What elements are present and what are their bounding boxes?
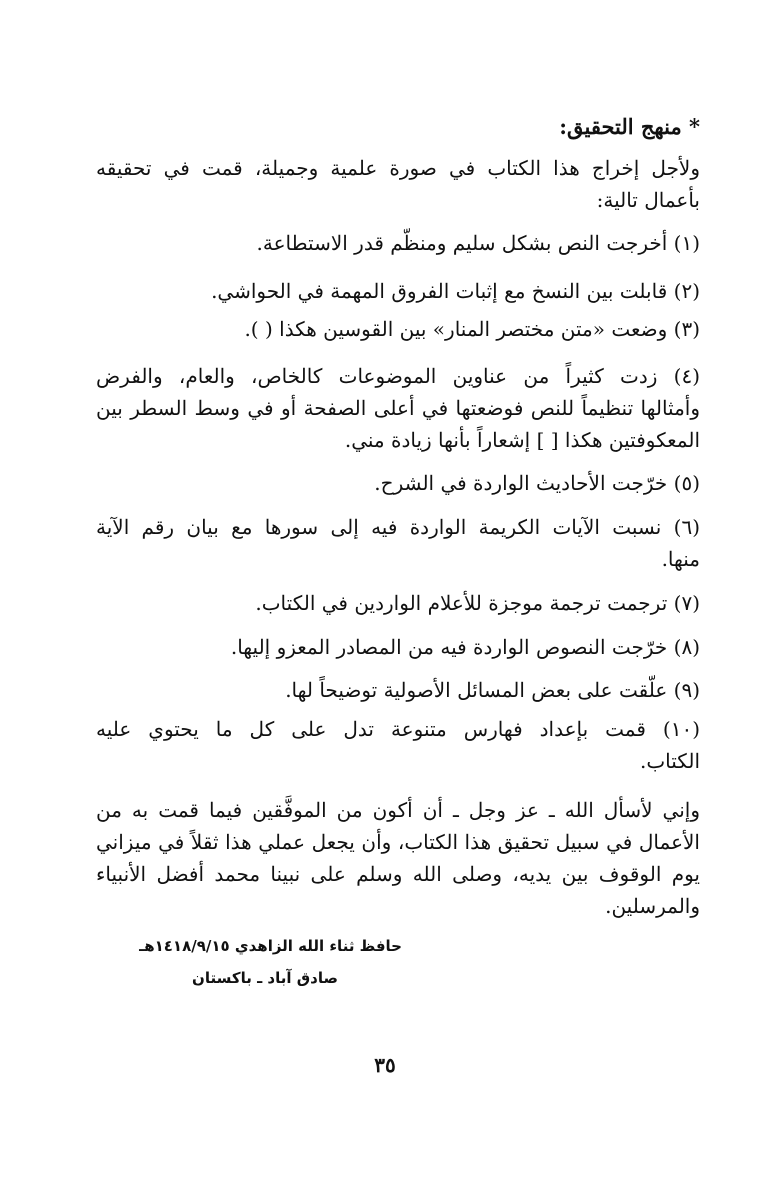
item-8: (٨) خرّجت النصوص الواردة فيه من المصادر المعزو إليها. [230, 635, 700, 659]
signature-place: صادق آباد ـ باكستان [192, 969, 338, 987]
item-6-line-2: منها. [661, 547, 700, 571]
intro-line-2: بأعمال تالية: [596, 188, 700, 212]
intro-line-1: ولأجل إخراج هذا الكتاب في صورة علمية وجميلة، قمت في تحقيقه [96, 156, 700, 180]
item-4-line-1: (٤) زدت كثيراً من عناوين الموضوعات كالخاص، والعام، والفرض [96, 364, 700, 388]
closing-line-3: يوم الوقوف بين يديه، وصلى الله وسلم على نبينا محمد أفضل الأنبياء [96, 862, 700, 886]
item-1: (١) أخرجت النص بشكل سليم ومنظّم قدر الاستطاعة. [256, 231, 700, 255]
closing-line-4: والمرسلين. [605, 894, 700, 918]
item-5: (٥) خرّجت الأحاديث الواردة في الشرح. [374, 471, 700, 495]
item-3: (٣) وضعت «متن مختصر المنار» بين القوسين هكذا ( ). [244, 317, 700, 341]
closing-line-2: الأعمال في سبيل تحقيق هذا الكتاب، وأن يجعل عملي هذا ثقلاً في ميزاني [96, 830, 700, 854]
item-10-line-2: الكتاب. [639, 749, 700, 773]
item-2: (٢) قابلت بين النسخ مع إثبات الفروق المهمة في الحواشي. [211, 279, 700, 303]
item-6-line-1: (٦) نسبت الآيات الكريمة الواردة فيه إلى سورها مع بيان رقم الآية [96, 515, 700, 539]
item-4-line-2: وأمثالها تنظيماً للنص فوضعتها في أعلى الصفحة أو في وسط السطر بين [96, 396, 700, 420]
item-9: (٩) علّقت على بعض المسائل الأصولية توضيحاً لها. [285, 678, 700, 702]
section-heading: * منهج التحقيق: [559, 114, 700, 139]
signature-name-date: حافظ ثناء الله الزاهدي ١٤١٨/٩/١٥هـ [139, 937, 402, 955]
closing-line-1: وإني لأسأل الله ـ عز وجل ـ أن أكون من الموفَّقين فيما قمت به من [96, 798, 700, 822]
item-7: (٧) ترجمت ترجمة موجزة للأعلام الواردين في الكتاب. [255, 591, 700, 615]
item-10-line-1: (١٠) قمت بإعداد فهارس متنوعة تدل على كل ما يحتوي عليه [96, 717, 700, 741]
item-4-line-3: المعكوفتين هكذا [ ] إشعاراً بأنها زيادة مني. [344, 428, 700, 452]
page-number: ٣٥ [374, 1053, 396, 1077]
